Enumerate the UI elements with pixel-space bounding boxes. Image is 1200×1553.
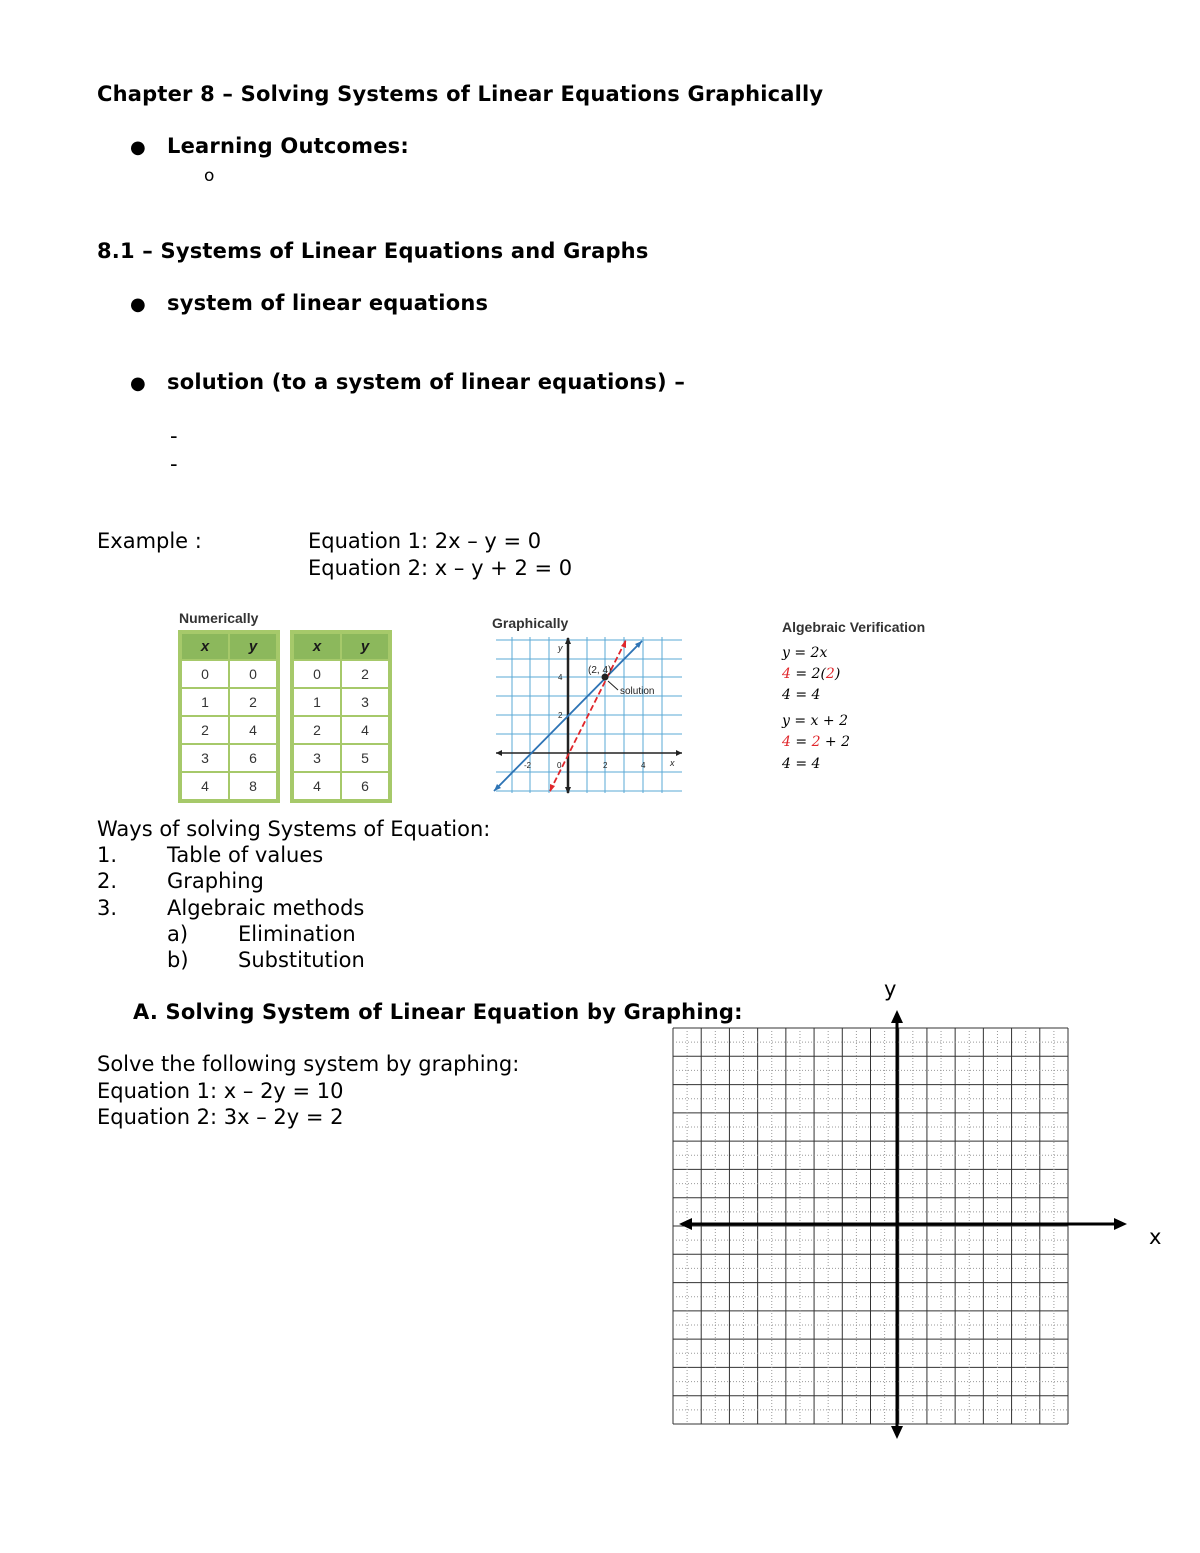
graph-y-label: y (558, 643, 563, 653)
tick-label: 4 (558, 673, 563, 682)
arrow-left-icon (496, 750, 502, 756)
table-cell: 1 (181, 688, 229, 716)
table-cell: 2 (229, 688, 277, 716)
ways-item: Algebraic methods (167, 896, 365, 920)
example-eq2: Equation 2: x – y + 2 = 0 (308, 556, 573, 580)
table-cell: 0 (181, 660, 229, 688)
ways-item: Table of values (167, 843, 324, 867)
verify-line: y = x + 2 (782, 713, 848, 729)
tick-label: 2 (603, 761, 608, 770)
table-row (293, 744, 389, 772)
values-table-2 (290, 630, 392, 803)
arrow-right-icon (676, 750, 682, 756)
table-cell: 3 (293, 744, 341, 772)
table-row (181, 744, 277, 772)
ways-title: Ways of solving Systems of Equation: (97, 817, 491, 841)
table-header-y: y (229, 633, 277, 660)
ways-num: 3. (97, 896, 118, 920)
tick-label: 4 (641, 761, 646, 770)
dash-1: - (170, 424, 178, 448)
table-cell: 6 (341, 772, 389, 800)
bullet-icon: ● (130, 294, 146, 315)
table-header-x: x (293, 633, 341, 660)
section-title: 8.1 – Systems of Linear Equations and Graphs (97, 239, 649, 263)
table-row (293, 688, 389, 716)
graphically-title: Graphically (492, 615, 569, 631)
table-cell: 0 (293, 660, 341, 688)
term-system: system of linear equations (167, 291, 489, 315)
part-a-prompt: Solve the following system by graphing: (97, 1052, 520, 1076)
example-graph (490, 635, 685, 795)
chapter-title: Chapter 8 – Solving Systems of Linear Equations Graphically (97, 82, 824, 106)
table-cell: 4 (229, 716, 277, 744)
table-header-y: y (341, 633, 389, 660)
graph-x-label: x (670, 758, 675, 768)
table-header-x: x (181, 633, 229, 660)
arrow-up-icon (891, 1010, 903, 1023)
grid-y-label: y (884, 977, 897, 1001)
part-a-eq1: Equation 1: x – 2y = 10 (97, 1079, 344, 1103)
arrow-left-icon (679, 1218, 692, 1230)
learning-outcomes-label: Learning Outcomes: (167, 134, 409, 158)
verify-line-substitution: 4 = 2 + 2 (782, 734, 851, 750)
tick-label: -2 (524, 761, 532, 770)
tick-label: 0 (557, 761, 562, 770)
table-row (181, 772, 277, 800)
part-a-title: A. Solving System of Linear Equation by Graphing: (133, 1000, 743, 1024)
table-row (293, 716, 389, 744)
solution-label: solution (620, 686, 655, 697)
table-cell: 5 (341, 744, 389, 772)
values-table-1 (178, 630, 280, 803)
ways-sub-item: Substitution (238, 948, 365, 972)
arrow-down-icon (891, 1426, 903, 1439)
example-label: Example : (97, 529, 202, 553)
example-eq1: Equation 1: 2x – y = 0 (308, 529, 542, 553)
table-row (293, 772, 389, 800)
ways-item: Graphing (167, 869, 264, 893)
table-cell: 0 (229, 660, 277, 688)
part-a-eq2: Equation 2: 3x – 2y = 2 (97, 1105, 344, 1129)
table-cell: 2 (181, 716, 229, 744)
ways-num: 2. (97, 869, 118, 893)
term-solution: solution (to a system of linear equations) – (167, 370, 686, 394)
point-label: (2, 4) (588, 665, 612, 676)
numerically-title: Numerically (179, 610, 259, 626)
table-row (181, 716, 277, 744)
table-cell: 2 (293, 716, 341, 744)
ways-sub-num: b) (167, 948, 189, 972)
table-row (181, 688, 277, 716)
bullet-icon: ● (130, 137, 146, 158)
algebraic-title: Algebraic Verification (782, 619, 926, 635)
table-cell: 4 (341, 716, 389, 744)
blank-graph-grid[interactable] (665, 1005, 1135, 1445)
table-row (293, 660, 389, 688)
arrow-right-icon (1114, 1218, 1127, 1230)
table-cell: 4 (293, 772, 341, 800)
verify-line: 4 = 4 (782, 687, 821, 703)
dash-2: - (170, 452, 178, 476)
grid-x-label: x (1149, 1225, 1162, 1249)
table-cell: 1 (293, 688, 341, 716)
ways-num: 1. (97, 843, 118, 867)
verify-line: 4 = 4 (782, 756, 821, 772)
ways-sub-num: a) (167, 922, 189, 946)
ways-sub-item: Elimination (238, 922, 356, 946)
verify-line-substitution: 4 = 2(2) (782, 666, 841, 682)
table-cell: 3 (341, 688, 389, 716)
table-cell: 2 (341, 660, 389, 688)
table-cell: 3 (181, 744, 229, 772)
table-cell: 4 (181, 772, 229, 800)
verify-line: y = 2x (782, 645, 828, 661)
solution-pointer (608, 681, 618, 690)
table-cell: 6 (229, 744, 277, 772)
table-row (181, 660, 277, 688)
sub-bullet-icon: o (204, 166, 215, 186)
table-cell: 8 (229, 772, 277, 800)
tick-label: 2 (558, 711, 563, 720)
bullet-icon: ● (130, 373, 146, 394)
